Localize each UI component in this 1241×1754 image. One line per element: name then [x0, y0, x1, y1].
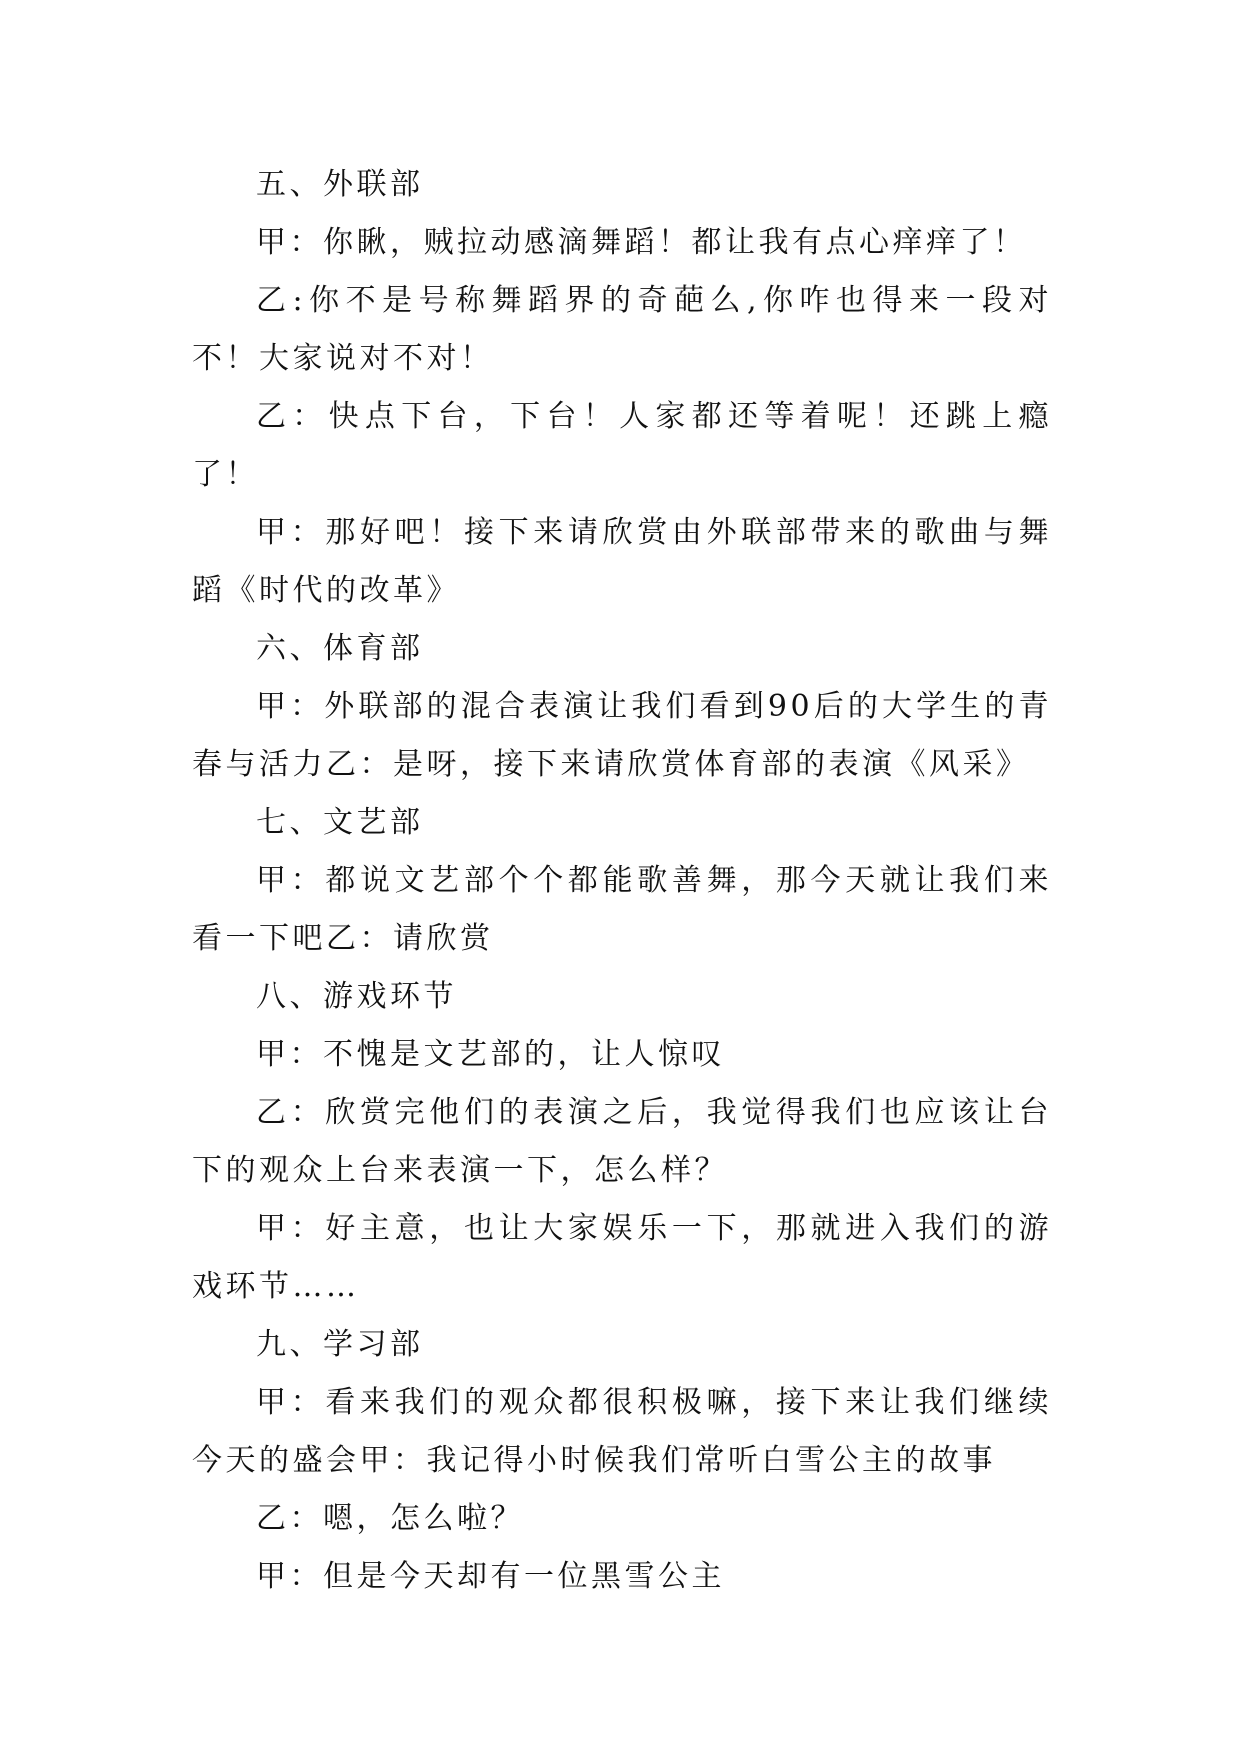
dialogue-line: 乙：嗯，怎么啦？ — [256, 1501, 524, 1536]
dialogue-line: 甲：那好吧！接下来请欣赏由外联部带来的歌曲与舞蹈《时代的改革》 — [192, 515, 1052, 608]
dialogue-line: 甲：看来我们的观众都很积极嘛，接下来让我们继续今天的盛会甲：我记得小时候我们常听白雪公主的故事 — [192, 1385, 1052, 1478]
document-body — [192, 156, 1052, 1606]
dialogue-line: 甲：你瞅，贼拉动感滴舞蹈！都让我有点心痒痒了！ — [256, 225, 1027, 260]
dialogue-line: 甲：不愧是文艺部的，让人惊叹 — [256, 1037, 725, 1072]
dialogue-line: 甲：外联部的混合表演让我们看到90后的大学生的青春与活力乙：是呀，接下来请欣赏体育部的表演《风采》 — [192, 689, 1052, 782]
dialogue-line: 甲：好主意，也让大家娱乐一下，那就进入我们的游戏环节…… — [192, 1211, 1052, 1304]
dialogue-line: 乙：快点下台，下台！人家都还等着呢！还跳上瘾了！ — [192, 399, 1052, 492]
section-heading-waliangbu: 五、外联部 — [256, 167, 424, 202]
dialogue-line: 乙：欣赏完他们的表演之后，我觉得我们也应该让台下的观众上台来表演一下，怎么样？ — [192, 1095, 1052, 1188]
section-heading-youxi: 八、游戏环节 — [256, 979, 457, 1014]
section-heading-tiyubu: 六、体育部 — [256, 631, 424, 666]
section-heading-wenyibu: 七、文艺部 — [256, 805, 424, 840]
dialogue-line: 乙:你不是号称舞蹈界的奇葩么,你咋也得来一段对不！大家说对不对！ — [192, 283, 1052, 376]
dialogue-line: 甲：都说文艺部个个都能歌善舞，那今天就让我们来看一下吧乙：请欣赏 — [192, 863, 1052, 956]
section-heading-xuexibu: 九、学习部 — [256, 1327, 424, 1362]
dialogue-line: 甲：但是今天却有一位黑雪公主 — [256, 1559, 725, 1594]
